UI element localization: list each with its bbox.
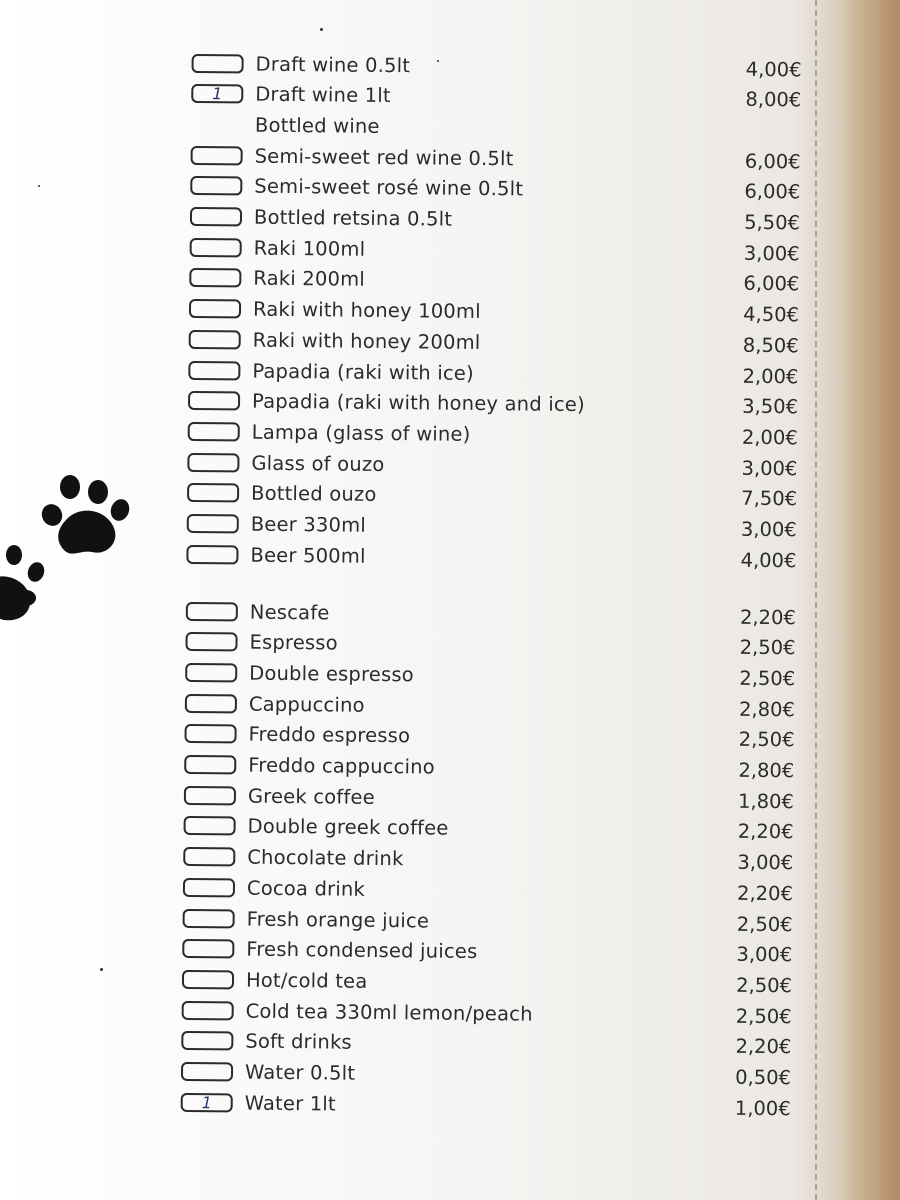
menu-item-row [187,479,797,513]
menu-item-row [189,264,799,298]
order-checkbox[interactable] [188,391,240,411]
order-checkbox[interactable] [192,53,244,73]
item-name: Raki 100ml [253,236,366,261]
item-name: Raki with honey 100ml [252,297,481,324]
item-name: Hot/cold tea [245,968,368,993]
item-price: 1,00€ [734,1096,791,1120]
section-heading [191,110,801,144]
item-price: 8,50€ [742,333,799,358]
order-checkbox[interactable] [181,1062,233,1082]
item-name: Semi-sweet red wine 0.5lt [254,144,514,170]
menu-item-row [182,996,792,1030]
item-name: Fresh orange juice [246,907,430,932]
order-checkbox[interactable] [181,1031,233,1051]
item-name: Greek coffee [247,784,376,809]
order-checkbox[interactable] [184,724,236,744]
item-price: 2,80€ [738,758,795,783]
order-checkbox[interactable] [191,146,243,166]
item-price: 2,00€ [741,425,798,450]
item-name: Cold tea 330ml lemon/peach [245,999,533,1026]
menu-item-row [184,750,794,784]
item-price: 3,00€ [741,456,798,480]
order-checkbox[interactable] [183,847,235,867]
section-heading-label: Bottled wine [254,113,380,138]
menu-item-row [189,325,799,359]
order-checkbox[interactable] [182,939,234,959]
item-name: Papadia (raki with ice) [252,359,474,385]
item-name: Draft wine 1lt [255,82,391,108]
menu-item-row [181,1027,791,1061]
item-name: Chocolate drink [247,845,404,871]
item-name: Espresso [249,630,338,655]
menu-item-row [183,843,793,877]
item-price: 8,00€ [745,87,802,112]
order-checkbox[interactable] [191,84,243,104]
item-name: Cappuccino [248,692,365,717]
item-name: Raki 200ml [253,267,366,292]
item-name: Beer 500ml [250,543,366,568]
order-checkbox[interactable] [190,238,242,258]
order-checkbox[interactable] [190,207,242,227]
item-price: 2,50€ [738,728,795,752]
order-checkbox[interactable] [187,453,239,473]
item-price: 6,00€ [744,180,801,204]
menu-item-row [184,720,794,754]
item-price: 2,50€ [739,635,796,660]
menu-item-row [182,935,792,969]
item-price: 2,50€ [735,1004,792,1028]
item-name: Double espresso [249,661,415,687]
item-name: Water 1lt [244,1091,336,1116]
handwritten-quantity: 1 [212,84,223,104]
menu-item-row [183,904,793,938]
item-price: 3,50€ [742,394,799,419]
item-price: 6,00€ [744,149,801,173]
item-name: Fresh condensed juices [246,937,478,964]
menu-item-row [187,509,797,543]
order-checkbox[interactable] [189,268,241,288]
order-checkbox[interactable] [181,1093,233,1113]
item-name: Draft wine 0.5lt [255,52,411,77]
order-checkbox[interactable] [185,663,237,683]
menu-item-row [181,1057,791,1091]
item-price: 2,20€ [737,820,794,844]
menu-item-row [185,628,795,662]
item-name: Beer 330ml [250,512,367,537]
item-name: Double greek coffee [247,814,449,841]
item-name: Semi-sweet rosé wine 0.5lt [254,174,524,201]
menu-item-row [184,781,794,815]
item-name: Nescafe [249,600,330,624]
item-price: 3,00€ [740,517,797,542]
item-price: 5,50€ [744,210,801,235]
order-checkbox[interactable] [187,483,239,503]
item-name: Lampa (glass of wine) [251,420,471,446]
menu-item-row [185,689,795,723]
menu-item-row [190,141,800,175]
item-price: 1,80€ [737,789,795,813]
item-name: Soft drinks [245,1029,352,1054]
menu-item-row [188,387,798,421]
item-name: Raki with honey 200ml [252,328,481,354]
menu-item-row [181,1088,791,1122]
item-name: Freddo espresso [248,722,411,748]
menu-item-row [188,417,798,451]
item-name: Freddo cappuccino [248,753,435,779]
menu-item-row [183,873,793,907]
item-name: Bottled retsina 0.5lt [253,205,453,231]
order-checkbox[interactable] [183,908,235,928]
order-checkbox[interactable] [185,632,237,652]
order-checkbox[interactable] [183,878,235,898]
item-price: 2,50€ [736,973,793,998]
item-name: Papadia (raki with honey and ice) [251,389,585,417]
item-price: 0,50€ [735,1065,792,1090]
order-checkbox[interactable] [184,755,236,775]
menu-item-row [182,965,792,999]
order-checkbox[interactable] [185,694,237,714]
item-price: 3,00€ [737,850,794,875]
checkbox-spacer [191,115,243,135]
item-price: 3,00€ [736,942,793,967]
item-price: 2,20€ [735,1034,792,1059]
menu-item-row [187,448,797,482]
order-checkbox[interactable] [189,299,241,319]
item-price: 4,00€ [740,548,797,572]
item-price: 2,20€ [739,605,796,629]
item-price: 2,00€ [742,364,799,388]
order-checkbox[interactable] [188,360,240,380]
menu-item-row [186,597,796,631]
item-price: 2,50€ [739,666,796,691]
menu-item-row [186,540,796,574]
order-checkbox[interactable] [184,786,236,806]
menu-item-row [188,356,798,390]
item-price: 2,20€ [736,881,794,906]
item-name: Water 0.5lt [244,1060,356,1085]
item-price: 3,00€ [743,241,800,266]
item-price: 6,00€ [743,272,800,296]
item-price: 4,50€ [743,302,800,327]
order-checkbox[interactable] [190,176,242,196]
order-checkbox[interactable] [182,970,234,990]
menu-item-row [185,658,795,692]
order-checkbox[interactable] [189,330,241,350]
order-checkbox[interactable] [186,601,238,621]
handwritten-quantity: 1 [201,1092,212,1112]
menu-item-row [190,233,800,267]
item-price: 7,50€ [741,487,798,511]
item-price: 2,80€ [738,697,795,721]
item-price: 2,50€ [736,912,793,936]
menu-item-row [190,202,800,236]
order-checkbox[interactable] [188,422,240,442]
order-checkbox[interactable] [187,514,239,534]
menu-item-row [190,172,800,206]
menu-item-row [191,80,801,114]
order-checkbox[interactable] [182,1000,234,1020]
menu-item-row [189,295,799,329]
item-price: 4,00€ [745,57,802,81]
order-checkbox[interactable] [186,545,238,565]
item-name: Bottled ouzo [250,481,377,507]
item-name: Cocoa drink [246,876,366,901]
order-checkbox[interactable] [184,816,236,836]
menu-item-row [191,49,801,83]
item-name: Glass of ouzo [251,451,385,476]
menu-item-row [183,812,793,846]
